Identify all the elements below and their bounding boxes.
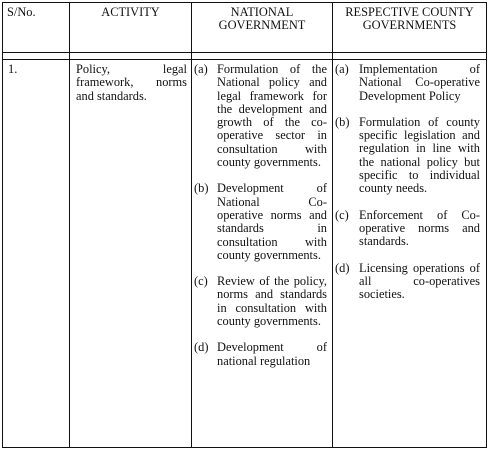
header-national-government: NATIONAL GOVERNMENT [192, 3, 333, 53]
header-sno: S/No. [3, 3, 70, 53]
county-functions-cell [333, 60, 487, 448]
item-label: (d) [335, 260, 350, 275]
item-text: Licensing operations of all co-operatives societies. [359, 260, 480, 302]
item-label: (b) [335, 114, 350, 129]
item-text: Development of national regulation [217, 340, 327, 368]
county-item [335, 209, 480, 249]
item-text: Enforcement of Co-operative norms and standards. [359, 207, 480, 249]
spacer-row [3, 53, 487, 60]
national-item [194, 182, 327, 262]
row-activity: Policy, legal framework, norms and standards. [70, 60, 192, 448]
item-label: (a) [194, 62, 208, 76]
header-county-governments: RESPECTIVE COUNTY GOVERNMENTS [333, 3, 487, 53]
county-item [335, 262, 480, 302]
header-row [3, 3, 487, 53]
item-text: Review of the policy, norms and standards in consultation with county governments. [217, 274, 327, 329]
item-label: (c) [335, 207, 349, 222]
national-functions-cell [192, 60, 333, 448]
row-sno: 1. [3, 60, 70, 448]
county-item [335, 116, 480, 196]
item-label: (b) [194, 181, 209, 196]
cooperative-functions-table [2, 2, 487, 448]
item-text: Implementation of National Co-operative Development Policy [359, 62, 480, 103]
national-item [194, 341, 327, 368]
item-label: (d) [194, 340, 209, 355]
item-text: Formulation of the National policy and legal framework for the development and growth of the co-operative sector in consultation with county governments. [217, 62, 327, 170]
item-text: Development of National Co-operative norms and standards in consultation with county governments. [217, 181, 327, 262]
item-label: (a) [335, 62, 349, 76]
national-item [194, 63, 327, 169]
item-text: Formulation of county specific legislation and regulation in line with the national policy but specific to individual county needs. [359, 114, 480, 196]
national-item [194, 275, 327, 328]
county-item [335, 63, 480, 103]
header-activity: ACTIVITY [70, 3, 192, 53]
table-row [3, 60, 487, 448]
item-label: (c) [194, 274, 208, 289]
